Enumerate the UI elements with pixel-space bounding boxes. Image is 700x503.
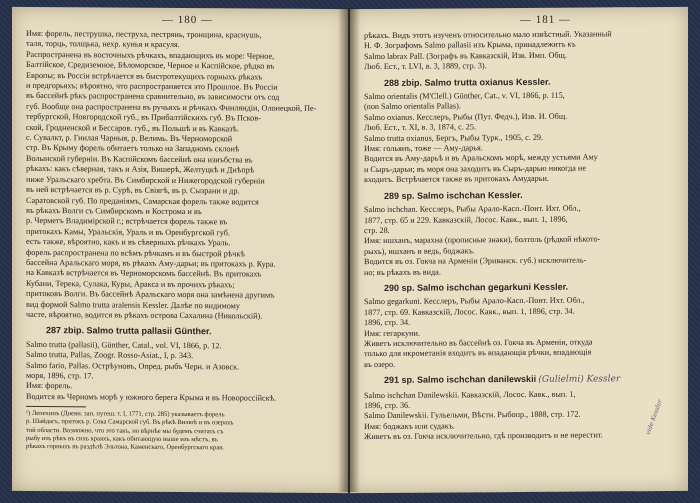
- text-line: Имя: боджакъ или судакъ.: [364, 421, 455, 431]
- text-line: Salmo gegarkuni. Кесслеръ, Рыбы Арало-Касп.-Понт. Ихт. Обл.,: [364, 295, 585, 307]
- text-line: Живетъ исключительно въ бассейнѣ оз. Гокча въ Арменіи, откуда: [364, 337, 593, 349]
- text-line: вид формой Salmo trutta aralensis Kessler. Далѣе по видимому: [26, 299, 240, 310]
- text-line: 1896, стр. 36.: [364, 400, 411, 411]
- species-heading-290: 290 sp. Salmo ischchan gegarkuni Kessler.: [384, 281, 569, 293]
- text-line: Распространена въ восточныхъ рѣчкахъ, впадающихъ въ море: Черное,: [26, 49, 275, 61]
- footnote-line: рыбу изъ рѣкъ въ сихъ краяхъ, какъ обитающую выше изъ мѣстъ, въ: [26, 434, 218, 444]
- text-line: притоковъ Волги. Въ бассейнѣ Аральскаго моря она замѣнена другимъ: [26, 289, 275, 300]
- text-line: с. Сувалкт, р. Гнилая Чарныя, р. Велимь. Въ Черноморской: [26, 132, 233, 144]
- text-line: моря, 1896, стр. 17.: [26, 370, 94, 381]
- text-line: губ. Вообще она распространена въ ручьяхъ и рѣчкахъ Финляндіи, Олонецкой, Пе-: [26, 101, 317, 113]
- text-line: но; въ рѣкахъ въ вида.: [364, 267, 441, 277]
- text-line: бассейна Аральскаго моря, въ рѣкахъ Аму-дарьи; въ притокахъ р. Кура.: [26, 257, 276, 269]
- species-heading-288: 288 zbiр. Salmo trutta oxianus Kessler.: [384, 76, 551, 88]
- text-line: въ рѣкахъ Волги съ Симбирскомъ и Кострома и въ: [26, 205, 202, 217]
- text-line: Водится въ Черномъ морѣ у южного берега Крыма и въ Новороссійскѣ.: [26, 391, 277, 403]
- text-line: 1877, стр. 65 и 229. Кавказскій, Лосос. Кавк., вып. 1, 1896,: [364, 214, 568, 225]
- text-line: только для икрометанія входитъ въ впадающія рѣчки, впадающія: [364, 347, 592, 359]
- text-line: Люб. Ест., т. LVI, в. 3, 1889, стр. 3).: [364, 61, 487, 72]
- text-line: Волынской губерніи. Въ Каспійскомъ бассейнѣ она изиъбства въ: [26, 153, 253, 165]
- text-line: Саратовской губ. По преданіямъ, Самарская форель также водится: [26, 195, 259, 207]
- text-line: р. Черметъ Владимірской г.; встрѣчается форель также въ: [26, 216, 228, 227]
- text-line: въ бассейнѣ рѣкъ распространена сравнительно, въ зависимости отъ сод: [26, 91, 280, 103]
- text-line: есть также, вѣроятно, какъ и въ сѣверныхъ рѣчкахъ Ураль.: [26, 237, 231, 248]
- text-line: Salmo Danilewskii. Гульельми, Вѣстн. Рыбопр., 1888, стр. 172.: [364, 409, 581, 421]
- left-page-number: — 180 —: [162, 13, 213, 27]
- text-line: стр. Въ Крыму форель обитаетъ только на Западномъ склонѣ: [26, 143, 240, 154]
- text-line: Salmo oxianus. Кесслеръ, Рыбы (Пут. Федч.), Изв. И. Общ.: [364, 111, 568, 122]
- text-line: Salmo trutta oxianus, Бергъ, Рыбы Турк., 1905, с. 29.: [364, 132, 544, 143]
- text-line: Salmo orientalis (M'Clell.) Günther, Cat., v. VI, 1866, р. 115,: [364, 90, 565, 102]
- text-line: Водится въ оз. Гокча на Арменіи (Эриванск. губ.) исключитель-: [364, 255, 587, 267]
- right-page: [350, 7, 688, 493]
- text-line: Балтійское, Средиземное, Бѣломорское, Черное и Каспійское, рѣдко въ: [26, 60, 275, 71]
- text-line: стр. 28.: [364, 225, 390, 235]
- text-line: Н. Ф. Зографомъ Salmo pallasii изъ Крыма, принадлежитъ къ: [364, 40, 576, 51]
- text-line: тербургской, Новгородской губ., въ Прибалтійскихъ губ. Въ Псков-: [26, 112, 261, 123]
- text-line: Имя: ишханъ, марахна (прописные знаки), болтоль (рѣдкой нѣкото-: [364, 234, 601, 246]
- text-line: таля, торць, толщька, нехр. кунья и красуля.: [26, 39, 180, 50]
- left-page-text: [26, 29, 336, 453]
- text-line: и предгорьяхъ; вѣроятно, что распространяется это Прошлое. Въ Россіи: [26, 80, 278, 92]
- text-line: (non Salmo orientalis Pallas).: [364, 101, 461, 112]
- text-line: Salmo labrax Pall. (Зографъ въ Кавказскій, Изв. Имп. Общ.: [364, 50, 567, 61]
- text-line: рѣкахъ: какъ сѣверная, такъ и Азія, Вишерѣ, Желтуцкѣ и Днѣпрѣ: [26, 164, 255, 175]
- text-line: Имя: форель, пеструшка, пеструха, пестрянь, тронщина, краснушь,: [26, 28, 262, 40]
- footnote-rule: [26, 406, 86, 407]
- text-line: Salmo trutta, Pallas, Zoogr. Rosso-Asiat., I, р. 343.: [26, 350, 194, 361]
- text-line: Водится въ Аму-дарьѣ и въ Аральскомъ морѣ, между устьями Аму: [364, 152, 598, 164]
- text-line: рыхъ), ишханъ и ведь, боджакъ.: [364, 246, 475, 256]
- text-line: притокахъ Камы, Уральскія, Ураль и въ Оренбургской губ.: [26, 226, 230, 238]
- text-line: Живетъ въ оз. Гокча исключительно, гдѣ производитъ и не нерестит.: [364, 430, 603, 442]
- species-heading-289: 289 sp. Salmo ischchan Kessler.: [384, 189, 523, 201]
- text-line: Salmo fario, Pallas. Острѣуновъ, Опред. рыбъ Черн. и Азовск.: [26, 360, 240, 372]
- text-line: форель распространена по всѣмъ рѣчкамъ и въ быстрой рѣчкѣ: [26, 247, 245, 258]
- text-line: Имя: гольянъ, тоже — Аму-дарья.: [364, 143, 483, 154]
- text-line: Кубани, Терека, Сулака, Куры, Аракса и въ прочихъ рѣкахъ;: [26, 278, 235, 290]
- text-line: 1896, стр. 34.: [364, 317, 411, 328]
- text-line: въ озеро.: [364, 359, 396, 369]
- text-line: ниже Уральскаго хребта. Въ Симбирской и Нижегородской губерніи: [26, 174, 265, 186]
- book-gutter: [338, 8, 360, 492]
- footnote-line: рѣкахъ горныхъ въ раздѣлѣ Эльтона, Каменскаго, Оренбургскаго края.: [26, 442, 224, 452]
- text-line: Имя: форель.: [26, 381, 73, 391]
- text-line: 1877, стр. 69. Кавказскій, Лосос. Кавк., вып. 1, 1896, стр. 34.: [364, 306, 575, 317]
- text-line: входитъ. Встрѣчается также въ притокахъ Амударьи.: [364, 174, 549, 185]
- text-line: рѣкахъ. Видъ этотъ изученъ относительно мало извѣстный. Указанный: [364, 29, 612, 41]
- text-line: Salmo trutta (pallasii), Günther, Catal., vol. VI, 1866, р. 12.: [26, 339, 222, 351]
- footnote-line: р. Шайдагъ, притокъ р. Сока Самарской губ. Въ рѣкѣ Вилюѣ и въ озерахъ: [26, 418, 234, 427]
- text-line: часте, вѣроятно, водится въ рѣкахъ острова Сахалина (Никольскій).: [26, 309, 263, 321]
- text-line: ской, Гродненской и Бессаров. губ., въ Польшѣ и въ Кавказѣ.: [26, 122, 239, 134]
- right-page-number: — 181 —: [520, 13, 571, 26]
- left-page: [12, 7, 348, 493]
- species-heading-287: 287 zbiр. Salmo trutta pallasii Günther.: [46, 325, 212, 337]
- text-line: Salmo ischchan Danilewskii. Кавказскій, Лосос. Кавк., вып. 1,: [364, 389, 576, 400]
- text-line: Имя: гегаркуни.: [364, 328, 420, 338]
- right-page-text: [364, 29, 676, 443]
- text-line: Salmo ischchan. Кесслеръ, Рыбы Арало-Касп.-Понт. Ихт. Обл.,: [364, 203, 581, 215]
- text-line: и Сыръ-дарьи; въ моря она заходитъ въ Сыръ-дарью никогда не: [364, 163, 586, 174]
- footnote-line: той области. Возможно, что это такъ, но вѣрнѣе мы будемъ считать съ: [26, 426, 224, 435]
- handwritten-annotation: (Gulielmi) Kessler: [538, 374, 621, 386]
- footnote-line: ¹) Лепехинъ (Дневн. зап. путеш. т. I, 1771, стр. 285) указываетъ форель: [26, 410, 225, 419]
- text-line: Люб. Ест., т. XI, в. 3, 1874, с. 25.: [364, 122, 477, 133]
- margin-handwriting: vide Kessler: [644, 398, 664, 436]
- species-heading-291: 291 sp. Salmo ischchan danilewskii (Gulielmi) Kessler: [384, 374, 621, 386]
- text-line: на Кавказѣ встрѣчается въ Черноморскомъ бассейнѣ. Въ притокахъ: [26, 268, 262, 279]
- text-line: въ ней встрѣчается въ р. Сурѣ, въ Свіягѣ, въ р. Сызрани и др.: [26, 185, 240, 196]
- text-line: Европы; въ Россіи встрѣчается въ быстротекущихъ горныхъ рѣкахъ: [26, 70, 263, 82]
